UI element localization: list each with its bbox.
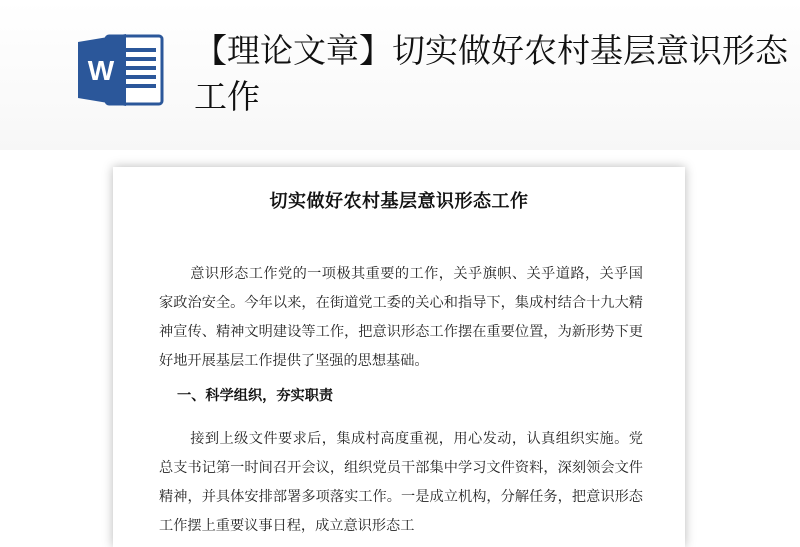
section-heading: 一、科学组织，夯实职责	[177, 388, 334, 404]
paragraph: 接到上级文件要求后，集成村高度重视，用心发动，认真组织实施。党总支书记第一时间召开会议，组织党员干部集中学习文件资料，深刻领会文件精神，并具体安排部署多项落实工作。一是成立机构，分解任务，把意识形态工作摆上重要议事日程，成立意识形态工	[159, 431, 643, 534]
word-icon-letter: W	[87, 55, 115, 86]
banner-title: 【理论文章】切实做好农村基层意识形态工作	[194, 31, 788, 116]
word-document-icon	[76, 32, 166, 108]
document-title: 切实做好农村基层意识形态工作	[269, 191, 529, 212]
banner	[0, 0, 800, 150]
document-page	[113, 167, 685, 547]
paragraph: 意识形态工作党的一项极其重要的工作，关乎旗帜、关乎道路，关乎国家政治安全。今年以来，在街道党工委的关心和指导下，集成村结合十九大精神宣传、精神文明建设等工作，把意识形态工作摆在重要位置，为新形势下更好地开展基层工作提供了坚强的思想基础。	[159, 266, 643, 369]
